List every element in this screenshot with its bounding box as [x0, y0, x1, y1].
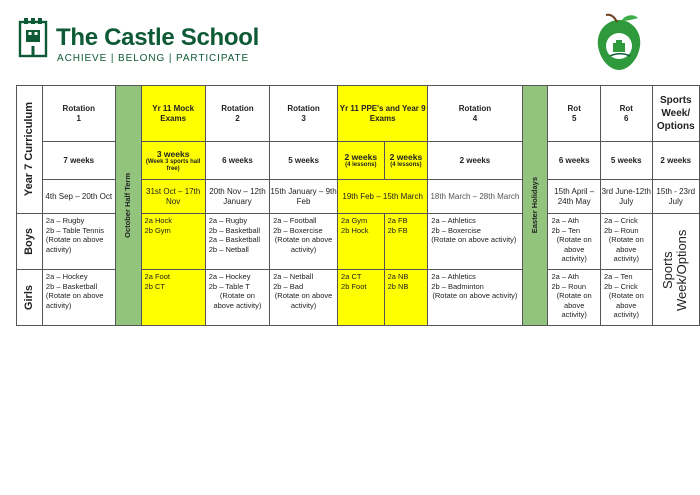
- dates-rot-5: 15th April – 24th May: [548, 180, 601, 214]
- boys-label-cell: [17, 214, 43, 270]
- boys-ppe-a: 2a Gym 2b Hock: [338, 214, 385, 270]
- side-label-cell: [17, 86, 43, 214]
- weeks-rot-6: 5 weeks: [600, 142, 652, 180]
- boys-mock: 2a Hock 2b Gym: [141, 214, 205, 270]
- dates-ppe: 19th Feb – 15th March: [338, 180, 428, 214]
- dates-rotation-4: 18th March – 28th March: [428, 180, 522, 214]
- weeks-rotation-2: 6 weeks: [205, 142, 269, 180]
- sports-week-cell: [652, 214, 699, 326]
- weeks-rotation-1: 7 weeks: [42, 142, 115, 180]
- dates-rotation-2: 20th Nov – 12th January: [205, 180, 269, 214]
- girls-rotation-3: 2a – Netball 2b – Bad (Rotate on above activity): [270, 270, 338, 326]
- boys-label: Boys: [23, 228, 36, 255]
- dates-rotation-1: 4th Sep – 20th Oct: [42, 180, 115, 214]
- school-name: The Castle School: [56, 24, 259, 51]
- weeks-ppe-a: 2 weeks (4 lessons): [338, 142, 385, 180]
- boys-rot-5: 2a – Ath 2b – Ten (Rotate on above activity): [548, 214, 601, 270]
- october-half-term-label: October Half Term: [123, 173, 133, 238]
- weeks-mock: 3 weeks (Week 3 sports hall free): [141, 142, 205, 180]
- boys-rotation-2: 2a – Rugby 2b – Basketball 2a – Basketball 2b – Netball: [205, 214, 269, 270]
- girls-rotation-2: 2a – Hockey 2b – Table T (Rotate on above activity): [205, 270, 269, 326]
- col-header-rotation-1: Rotation 1: [42, 86, 115, 142]
- dates-sports: 15th - 23rd July: [652, 180, 699, 214]
- school-tagline: ACHIEVE | BELONG | PARTICIPATE: [57, 53, 250, 64]
- header-row: [17, 86, 700, 142]
- boys-rotation-3: 2a – Football 2b – Boxercise (Rotate on above activity): [270, 214, 338, 270]
- girls-ppe-b: 2a NB 2b NB: [384, 270, 428, 326]
- dates-mock: 31st Oct – 17th Nov: [141, 180, 205, 214]
- girls-label-cell: [17, 270, 43, 326]
- girls-rot-5: 2a – Ath 2b – Roun (Rotate on above activity): [548, 270, 601, 326]
- col-header-rot-5: Rot 5: [548, 86, 601, 142]
- col-header-rot-6: Rot 6: [600, 86, 652, 142]
- girls-mock: 2a Foot 2b CT: [141, 270, 205, 326]
- weeks-rot-5: 6 weeks: [548, 142, 601, 180]
- easter-holidays-label: Easter Holidays: [529, 177, 539, 234]
- girls-rotation-1: 2a – Hockey 2b – Basketball (Rotate on above activity): [42, 270, 115, 326]
- school-crest-icon: [588, 12, 650, 74]
- girls-rot-6: 2a – Ten 2b – Crick (Rotate on above activity): [600, 270, 652, 326]
- dates-rot-6: 3rd June-12th July: [600, 180, 652, 214]
- weeks-ppe-b: 2 weeks (4 lessons): [384, 142, 428, 180]
- october-half-term-column: [115, 86, 141, 326]
- weeks-rotation-3: 5 weeks: [270, 142, 338, 180]
- boys-ppe-b: 2a FB 2b FB: [384, 214, 428, 270]
- dates-rotation-3: 15th January – 9th Feb: [270, 180, 338, 214]
- col-header-ppe-exams: Yr 11 PPE's and Year 9 Exams: [338, 86, 428, 142]
- castle-logo-icon: [18, 18, 48, 58]
- sports-week-label: Sports Week/Options: [659, 228, 689, 311]
- curriculum-table: [16, 85, 700, 326]
- col-header-rotation-4: Rotation 4: [428, 86, 522, 142]
- weeks-sports: 2 weeks: [652, 142, 699, 180]
- girls-label: Girls: [23, 284, 36, 311]
- col-header-rotation-2: Rotation 2: [205, 86, 269, 142]
- col-header-rotation-3: Rotation 3: [270, 86, 338, 142]
- boys-rot-6: 2a – Crick 2b – Roun (Rotate on above activity): [600, 214, 652, 270]
- boys-rotation-4: 2a – Athletics 2b – Boxercise (Rotate on above activity): [428, 214, 522, 270]
- easter-holidays-column: [522, 86, 548, 326]
- side-label: Year 7 Curriculum: [23, 102, 36, 197]
- girls-ppe-a: 2a CT 2b Foot: [338, 270, 385, 326]
- col-header-sports-week: Sports Week/ Options: [652, 86, 699, 142]
- girls-rotation-4: 2a – Athletics 2b – Badminton (Rotate on above activity): [428, 270, 522, 326]
- weeks-rotation-4: 2 weeks: [428, 142, 522, 180]
- boys-rotation-1: 2a – Rugby 2b – Table Tennis (Rotate on above activity): [42, 214, 115, 270]
- col-header-mock-exams: Yr 11 Mock Exams: [141, 86, 205, 142]
